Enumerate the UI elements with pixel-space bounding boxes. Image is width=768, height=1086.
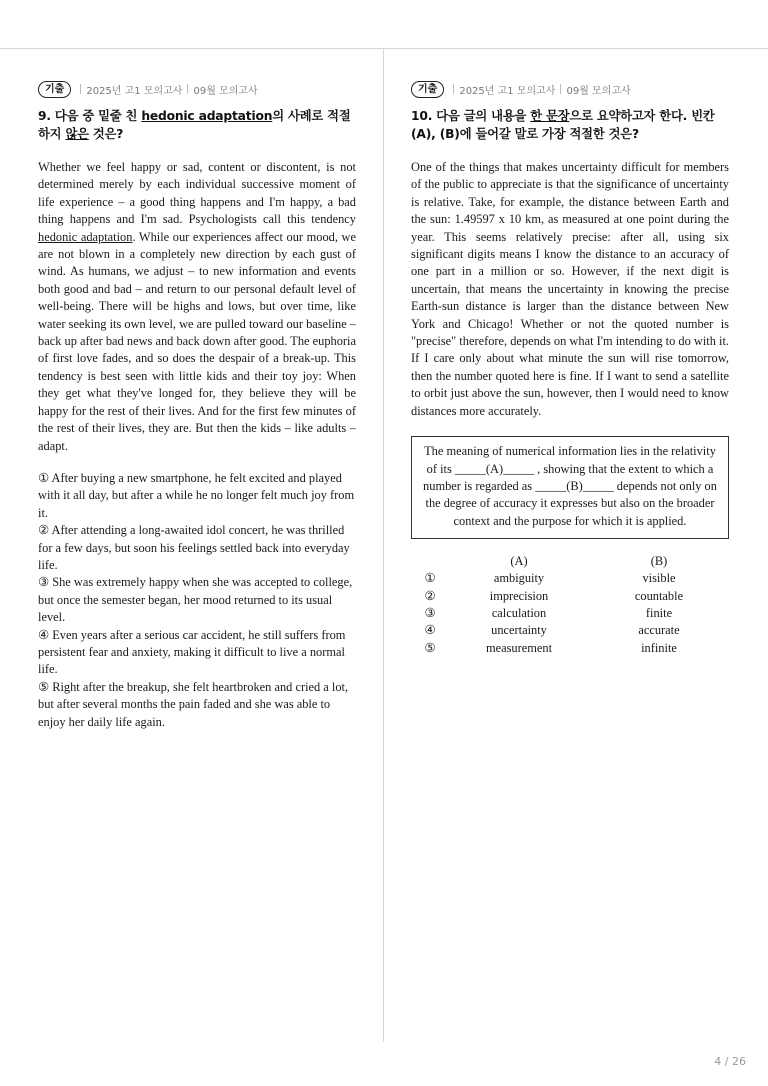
choice-5[interactable]: ⑤ Right after the breakup, she felt heartbroken and cried a lot, but after several months the pain faded and she was able to enjoy her daily life again. xyxy=(38,679,349,729)
source-badge: 기출 xyxy=(38,81,71,98)
column-divider xyxy=(383,49,384,1042)
source-badge: 기출 xyxy=(411,81,444,98)
blank-a: _____(A)_____ xyxy=(454,461,535,476)
source-month: 09월 모의고사 xyxy=(193,85,258,97)
choice-4[interactable]: ④ Even years after a serious car accident, he still suffers from persistent fear and anxiety, making it difficult to live a normal life. xyxy=(38,627,346,677)
question-9-column xyxy=(38,80,356,731)
page-number: 4 / 26 xyxy=(714,1055,746,1068)
question-10-title: 10. 다음 글의 내용을 한 문장으로 요약하고자 한다. 빈칸 (A), (B)에 들어갈 말로 가장 적절한 것은? xyxy=(411,109,715,141)
summary-box: The meaning of numerical information lies in the relativity of its _____(A)_____ , showing that the extent to which a number is regarded as _____(B)_____ depends not only on the degree of accuracy it expresses but also on the broader context and the purpose for which it is applied. xyxy=(411,436,729,539)
meta-separator xyxy=(453,84,454,94)
choice-3[interactable]: ③ She was extremely happy when she was accepted to college, but once the semester began, her mood returned to its usual level. xyxy=(38,575,353,625)
option-row-5[interactable]: ⑤ measurement infinite xyxy=(424,640,677,655)
question-10-column xyxy=(411,80,729,657)
question-9-choices xyxy=(38,470,356,731)
option-row-4[interactable]: ④ uncertainty accurate xyxy=(424,623,680,638)
choice-1[interactable]: ① After buying a new smartphone, he felt excited and played with it all day, but after a while he no longer felt much joy from it. xyxy=(38,470,355,520)
question-9-title: 9. 다음 중 밑줄 친 hedonic adaptation의 사례로 적절하지 않은 것은? xyxy=(38,109,351,141)
blank-b: _____(B)_____ xyxy=(535,478,614,493)
source-month: 09월 모의고사 xyxy=(566,85,631,97)
answer-options-table xyxy=(411,553,729,657)
source-year: 2025년 고1 모의고사 xyxy=(86,85,183,97)
choice-2[interactable]: ② After attending a long-awaited idol concert, he was thrilled for a few days, but soon his feelings settled back into everyday life. xyxy=(38,523,350,572)
header-divider xyxy=(0,48,768,49)
meta-separator xyxy=(560,84,561,94)
meta-separator xyxy=(80,84,81,94)
source-year: 2025년 고1 모의고사 xyxy=(459,85,556,97)
question-10-meta xyxy=(411,80,729,98)
underlined-term: hedonic adaptation xyxy=(141,109,273,123)
options-header-a: (A) xyxy=(510,554,528,569)
underlined-negation: 않은 xyxy=(65,127,89,141)
option-row-2[interactable]: ② imprecision countable xyxy=(424,588,684,603)
question-9-passage: Whether we feel happy or sad, content or discontent, is not determined merely by each individual successive moment of life experience – a good thing happens and I'm happy, a bad thing happens and I'm sad. Psychologists call this tendency hedonic adaptation. While our experiences affect our mood, we are not blown in a completely new direction by each gust of wind. As humans, we adjust – to new information and events both good and bad – and return to our personal default level of well-being. There will be highs and lows, but over time, like water seeking its own level, we are pulled toward our baseline – back up after bad news and back down after good. The euphoria of first love fades, and so does the despair of a break-up. This tendency is best seen with little kids and their toy joy: When they get what they've longed for, they believe they will be happy for the rest of their lives. And for the first few minutes of the rest of their lives, they are. But then the kids – like adults – adapt. xyxy=(38,160,356,453)
options-header-row xyxy=(411,553,729,570)
question-9-meta xyxy=(38,80,356,98)
passage-underlined-term: hedonic adaptation xyxy=(38,229,133,244)
options-header-b: (B) xyxy=(650,554,668,569)
underlined-term: 한 문장 xyxy=(530,109,570,123)
meta-separator xyxy=(187,84,188,94)
question-10-passage: One of the things that makes uncertainty difficult for members of the public to appreciate is that the significance of uncertainty is relative. Take, for example, the distance between Earth and the sun: 1.49597 x 10 km, as measured at one point during the year. This seems relatively precise: after all, using six significant digits means I know the distance to an accuracy of one part in a million or so. However, if the next digit is uncertain, that means the uncertainty in knowing the precise Earth-sun distance is larger than the distance between New York and Chicago! Whether or not the quoted number is "precise" therefore, depends on what I'm intending to do with it. If I care only about what minute the sun will rise tomorrow, then the number quoted here is fine. If I want to send a satellite to orbit just above the sun, however, then I would need to know distances more accurately. xyxy=(411,160,729,418)
option-row-1[interactable]: ① ambiguity visible xyxy=(424,571,676,586)
option-row-3[interactable]: ③ calculation finite xyxy=(424,606,673,621)
